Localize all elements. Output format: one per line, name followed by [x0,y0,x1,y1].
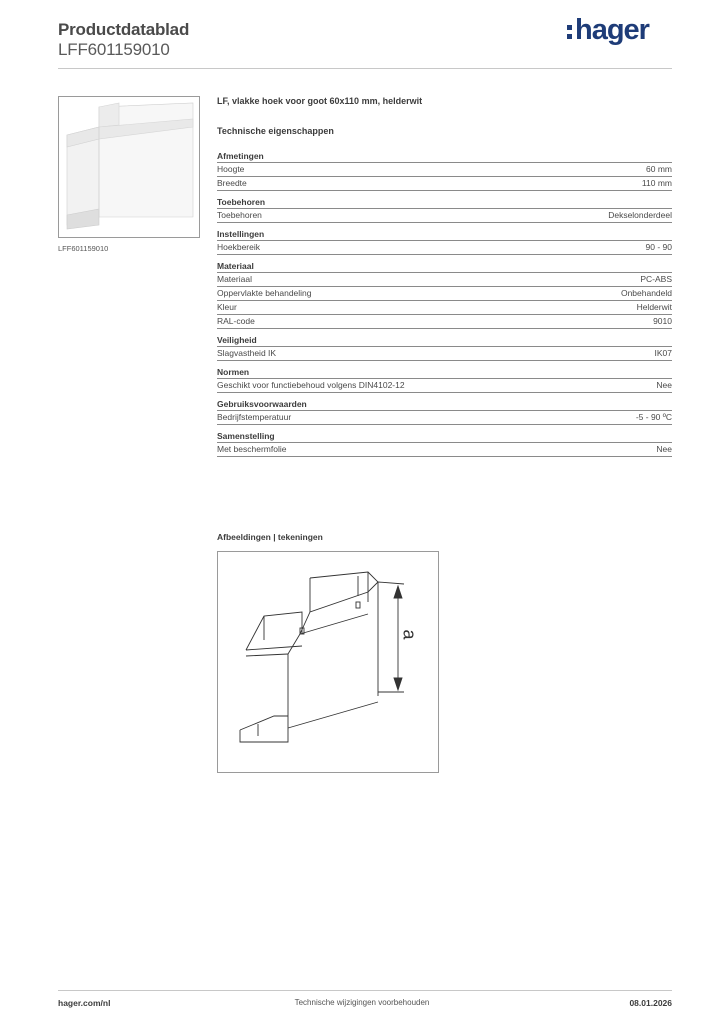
group-samenstelling [217,431,672,457]
group-materiaal [217,261,672,329]
hager-logo [566,13,658,49]
group-veiligheid [217,335,672,361]
group-title: Materiaal [217,261,672,273]
footer-notice: Technische wijzigingen voorbehouden [294,998,430,1007]
technical-drawing [217,551,439,773]
footer-website: hager.com/nl [58,998,111,1008]
group-title: Samenstelling [217,431,672,443]
group-title: Normen [217,367,672,379]
spec-row [217,241,672,255]
thumbnail-caption: LFF601159010 [58,244,109,253]
group-instellingen [217,229,672,255]
logo-dot-top [567,25,572,30]
article-number: LFF601159010 [58,40,170,59]
spec-value: Nee [656,380,672,390]
group-title: Instellingen [217,229,672,241]
spec-value: Nee [656,444,672,454]
spec-row [217,379,672,393]
spec-label: Materiaal [217,274,252,284]
spec-value: PC-ABS [640,274,672,284]
spec-row [217,209,672,223]
product-thumbnail [58,96,200,238]
spec-value: -5 - 90 ºC [635,412,672,422]
spec-label: Oppervlakte behandeling [217,288,312,298]
page-title: Productdatablad [58,20,190,39]
spec-label: Hoekbereik [217,242,260,252]
spec-label: Met beschermfolie [217,444,287,454]
group-afmetingen [217,151,672,191]
tech-properties-heading: Technische eigenschappen [217,126,334,136]
spec-label: RAL-code [217,316,255,326]
spec-value: Dekselonderdeel [608,210,672,220]
group-gebruiksvoorwaarden [217,399,672,425]
header-divider [58,68,672,69]
logo-dot-bottom [567,34,572,39]
spec-value: 9010 [653,316,672,326]
spec-row [217,315,672,329]
spec-value: 110 mm [641,178,672,188]
spec-row [217,443,672,457]
group-toebehoren [217,197,672,223]
product-image [59,97,199,237]
spec-value: IK07 [654,348,672,358]
product-title: LF, vlakke hoek voor goot 60x110 mm, helderwit [217,96,423,106]
group-title: Gebruiksvoorwaarden [217,399,672,411]
spec-label: Hoogte [217,164,245,174]
spec-row [217,301,672,315]
footer-divider [58,990,672,991]
group-title: Afmetingen [217,151,672,163]
group-title: Veiligheid [217,335,672,347]
spec-value: 60 mm [646,164,672,174]
group-normen [217,367,672,393]
spec-value: Helderwit [636,302,672,312]
spec-section [217,96,672,463]
spec-row [217,287,672,301]
spec-row [217,273,672,287]
spec-row [217,177,672,191]
group-title: Toebehoren [217,197,672,209]
spec-row [217,163,672,177]
dimension-label: a [399,629,420,640]
footer-date: 08.01.2026 [629,998,672,1008]
images-heading: Afbeeldingen | tekeningen [217,532,323,542]
spec-label: Geschikt voor functiebehoud volgens DIN4102-12 [217,380,405,390]
spec-label: Breedte [217,178,247,188]
spec-value: Onbehandeld [620,288,672,298]
logo-text: hager [575,14,649,46]
line-drawing [218,552,438,772]
spec-label: Toebehoren [217,210,262,220]
spec-label: Bedrijfstemperatuur [217,412,292,422]
spec-label: Kleur [217,302,237,312]
spec-row [217,411,672,425]
spec-label: Slagvastheid IK [217,348,277,358]
spec-value: 90 - 90 [645,242,672,252]
spec-row [217,347,672,361]
